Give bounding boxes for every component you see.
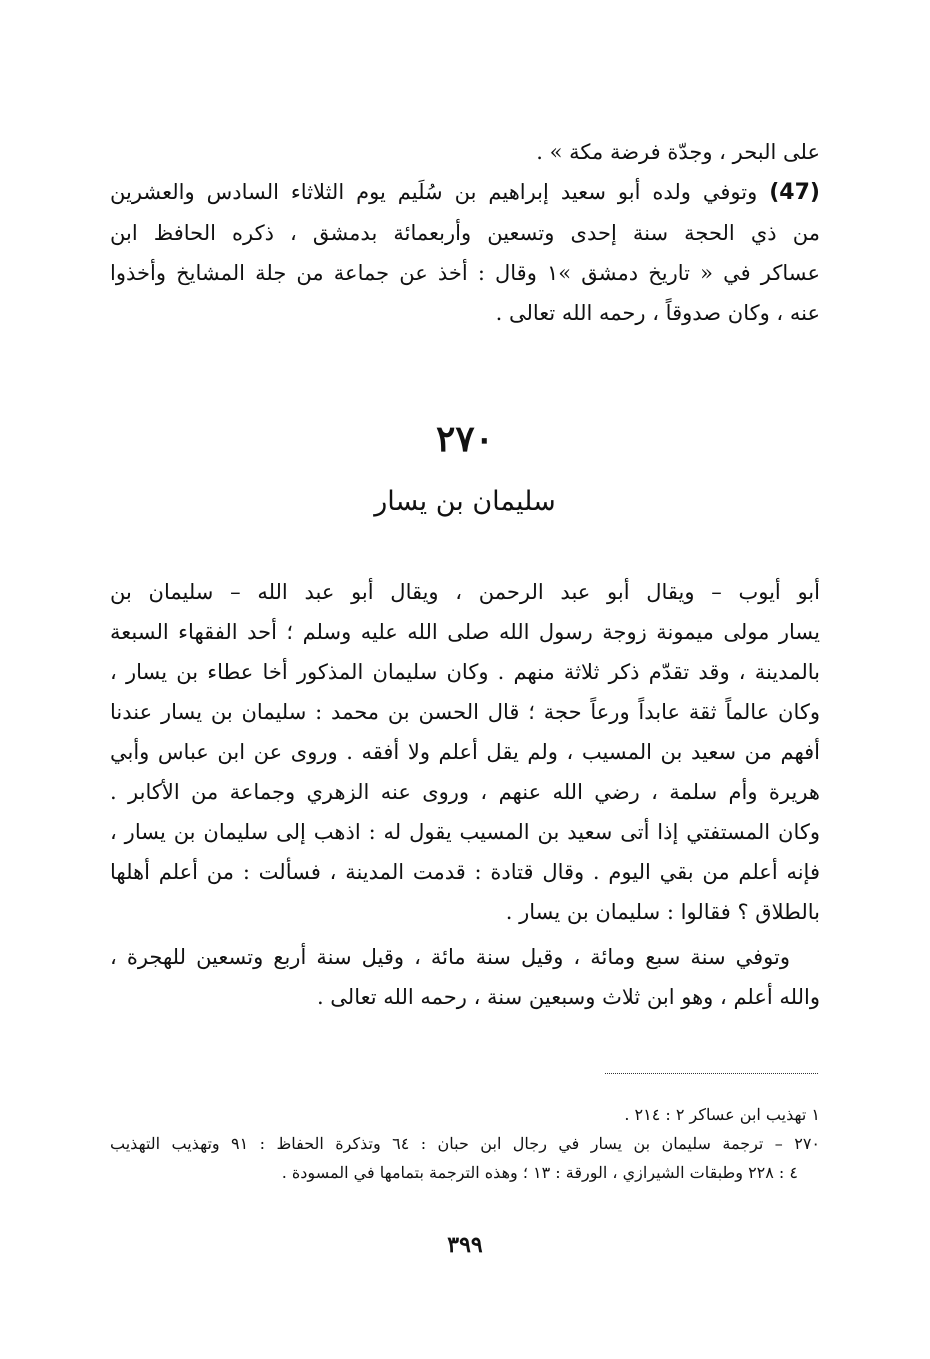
- text-line: عنه ، وكان صدوقاً ، رحمه الله تعالى .: [495, 301, 820, 325]
- text-line-with-note: [110, 172, 820, 213]
- page-number: ٣٩٩: [447, 1232, 483, 1258]
- text-line: هريرة وأم سلمة ، رضي الله عنهم ، وروى عنه الزهري وجماعة من الأكابر .: [110, 780, 820, 804]
- entry-body: [110, 572, 820, 932]
- text-line: بالمدينة ، وقد تقدّم ذكر ثلاثة منهم . وكان سليمان المذكور أخا عطاء بن يسار ،: [110, 660, 820, 684]
- text-line: وتوفي سنة سبع ومائة ، وقيل سنة مائة ، وقيل سنة أربع وتسعين للهجرة ،: [110, 945, 790, 969]
- text-line: عساكر في « تاريخ دمشق »١ وقال : أخذ عن جماعة من جلة المشايخ وأخذوا: [110, 261, 820, 285]
- entry-title: سليمان بن يسار: [374, 486, 556, 517]
- footnotes: [110, 1100, 820, 1187]
- text-line: والله أعلم ، وهو ابن ثلاث وسبعين سنة ، رحمه الله تعالى .: [316, 985, 820, 1009]
- text-line: وتوفي ولده أبو سعيد إبراهيم بن سُلَيم يوم الثلاثاء السادس والعشرين: [110, 180, 758, 204]
- text-line: على البحر ، وجدّة فرضة مكة » .: [536, 140, 820, 164]
- text-line: أبو أيوب – ويقال أبو عبد الرحمن ، ويقال أبو عبد الله – سليمان بن: [110, 580, 820, 604]
- footnote-separator: [605, 1073, 818, 1074]
- death-paragraph: [110, 937, 820, 1017]
- footnote-1: ١ تهذيب ابن عساكر ٢ : ٢١٤ .: [624, 1105, 820, 1124]
- entry-number: ٢٧٠: [435, 418, 494, 460]
- continued-text: [110, 132, 820, 333]
- text-line: بالطلاق ؟ فقالوا : سليمان بن يسار .: [505, 900, 820, 924]
- text-line: وكان المستفتي إذا أتى سعيد بن المسيب يقول له : اذهب إلى سليمان بن يسار ،: [110, 820, 820, 844]
- text-line: وكان عالماً ثقة عابداً ورعاً حجة ؛ قال الحسن بن محمد : سليمان بن يسار عندنا: [110, 700, 820, 724]
- text-line: فإنه أعلم من بقي اليوم . وقال قتادة : قدمت المدينة ، فسألت : من أعلم أهلها: [110, 860, 820, 884]
- footnote-270-continued: ٤ : ٢٢٨ وطبقات الشيرازي ، الورقة : ١٣ ؛ وهذه الترجمة بتمامها في المسودة .: [281, 1163, 798, 1182]
- note-number: (47): [769, 180, 820, 205]
- text-line: من ذي الحجة سنة إحدى وتسعين وأربعمائة بدمشق ، ذكره الحافظ ابن: [110, 221, 820, 245]
- text-line: يسار مولى ميمونة زوجة رسول الله صلى الله عليه وسلم ؛ أحد الفقهاء السبعة: [110, 620, 820, 644]
- footnote-270: ٢٧٠ – ترجمة سليمان بن يسار في رجال ابن حبان : ٦٤ وتذكرة الحفاظ : ٩١ وتهذيب التهذيب: [110, 1134, 820, 1153]
- text-line: أفهم من سعيد بن المسيب ، ولم يقل أعلم ولا أفقه . وروى عن ابن عباس وأبي: [110, 740, 820, 764]
